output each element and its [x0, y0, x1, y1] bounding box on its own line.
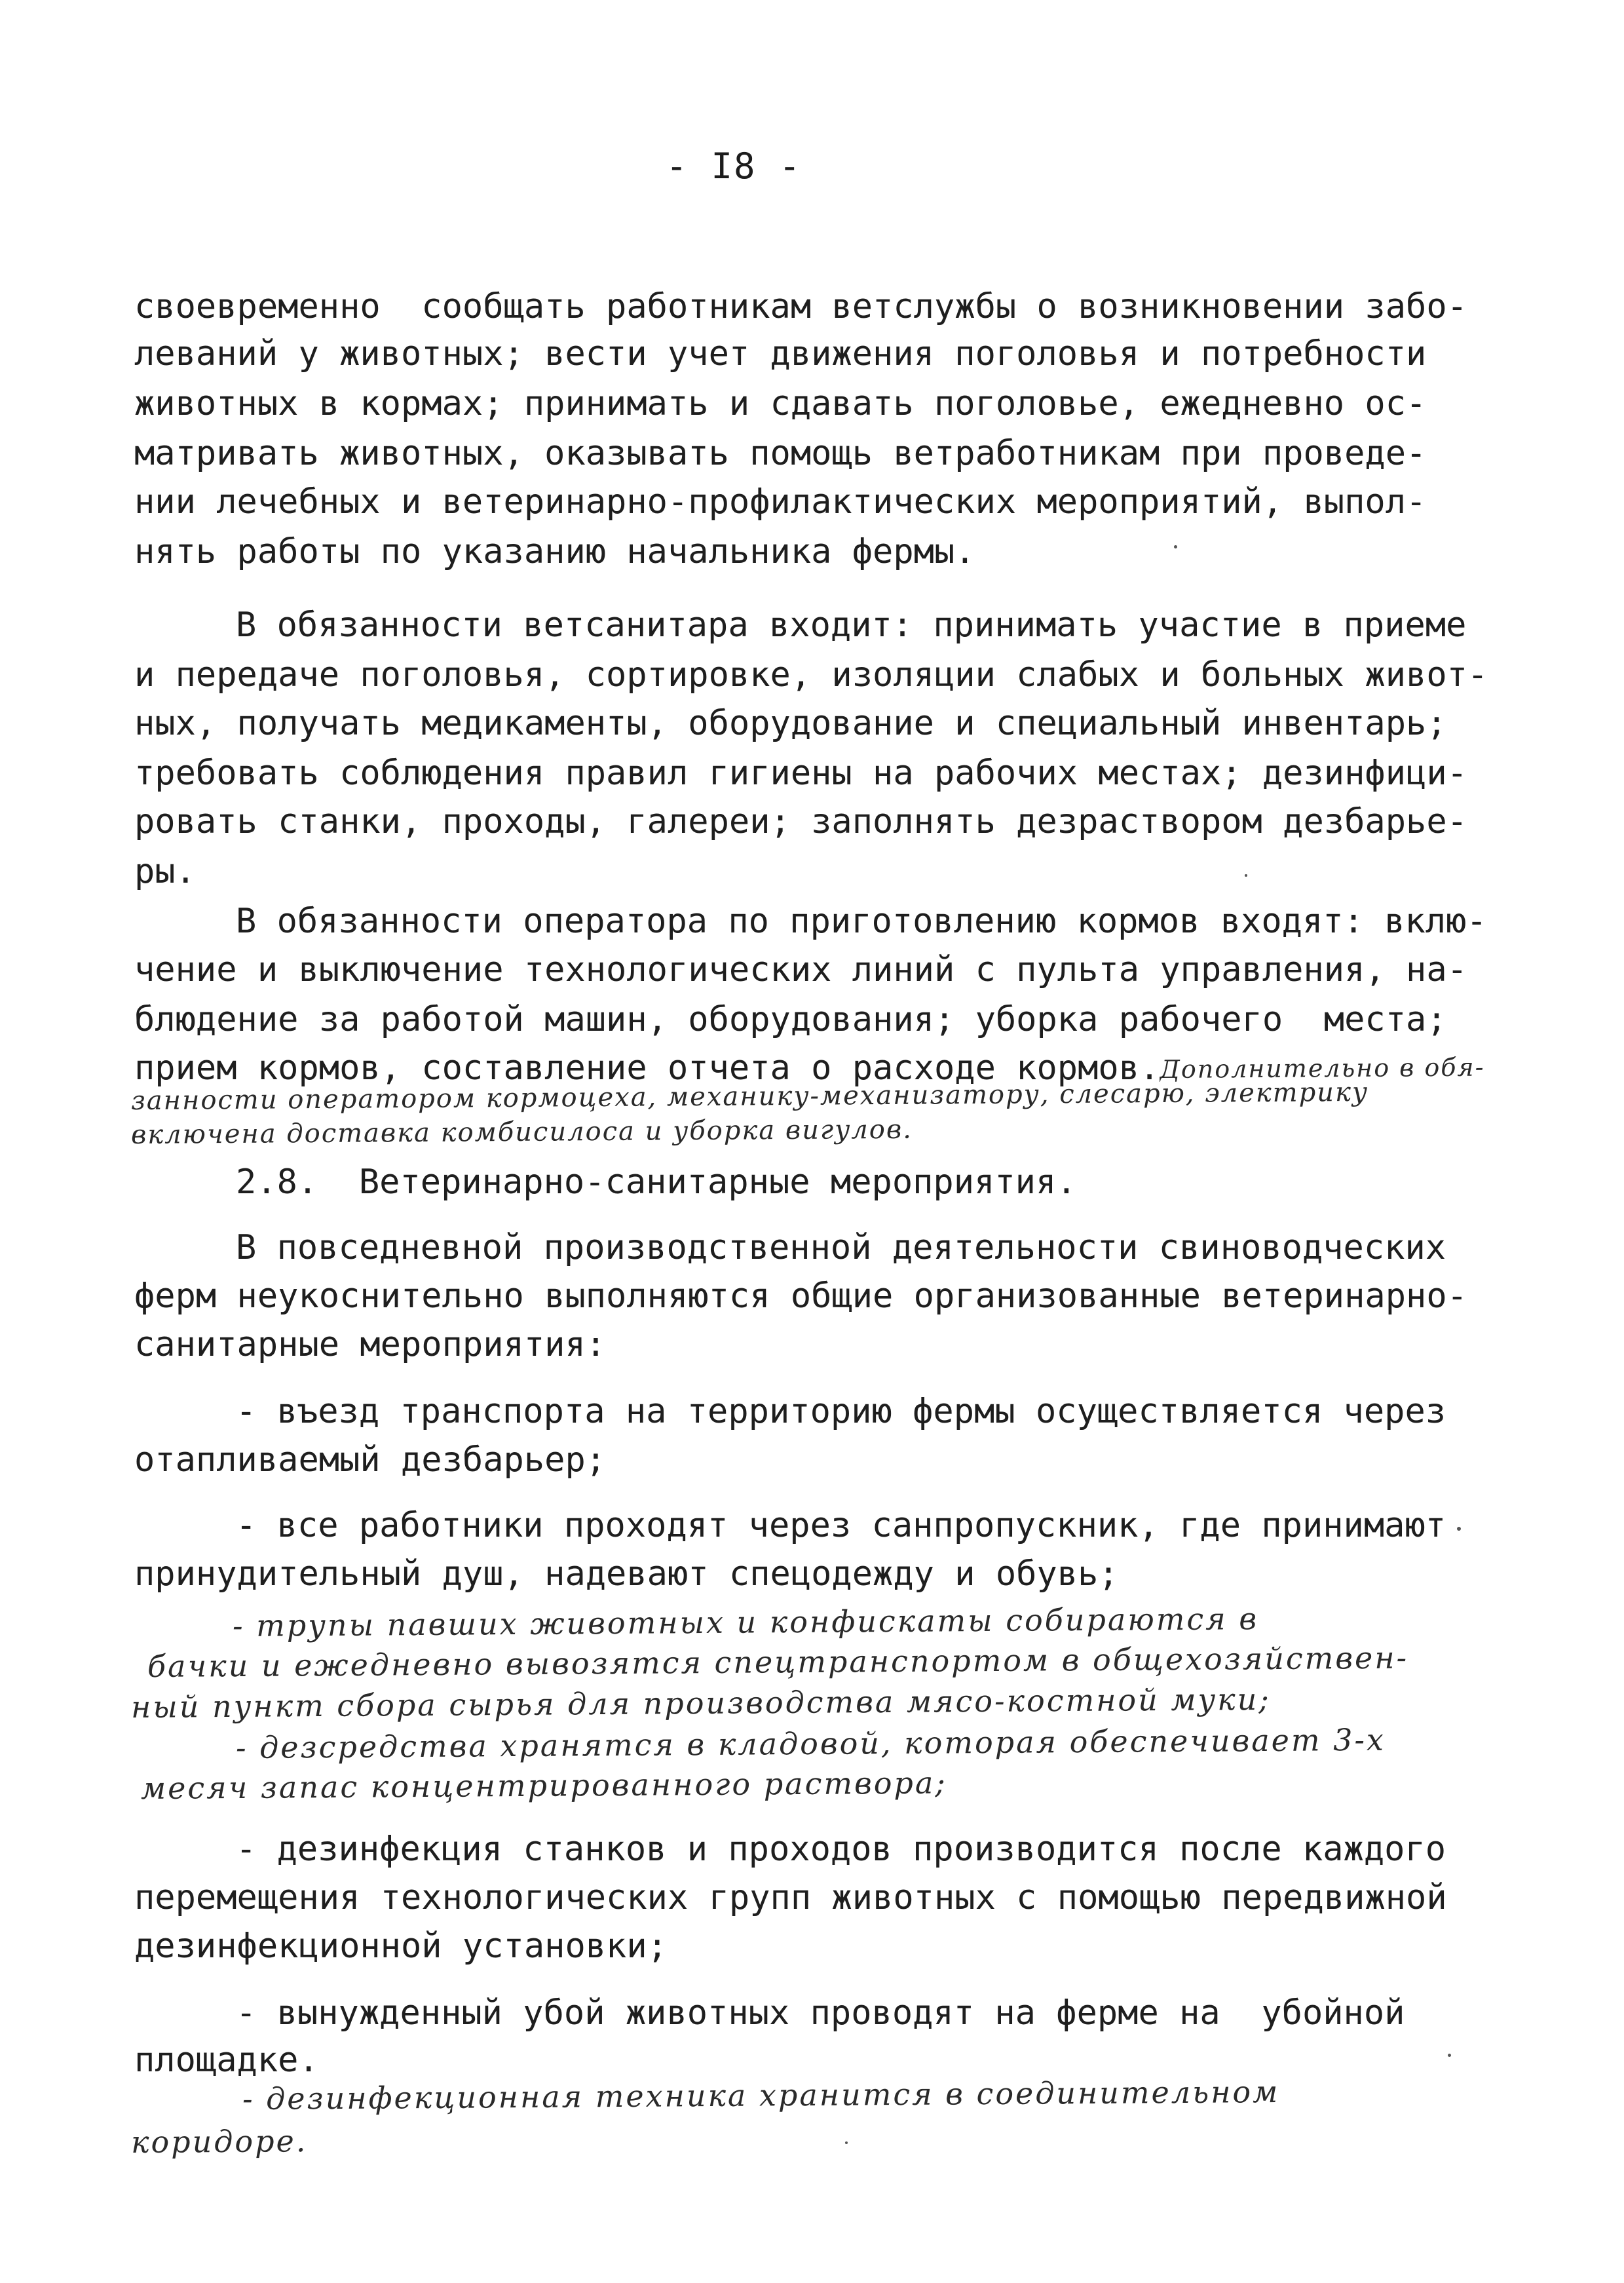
text-line: В повседневной производственной деятельности свиноводческих — [236, 1228, 1446, 1267]
text-line: своевременно сообщать работникам ветслужбы о возникновении забо- — [134, 287, 1467, 326]
text-line: прием кормов, составление отчета о расходе кормов. — [134, 1048, 1160, 1088]
section-heading: 2.8. Ветеринарно-санитарные мероприятия. — [236, 1162, 1077, 1202]
list-item: - все работники проходят через санпропускник, где принимают — [236, 1506, 1446, 1545]
scan-speck — [1174, 545, 1177, 548]
handwritten-note: Дополнительно в обя- — [1159, 1052, 1485, 1084]
text-line: ры. — [134, 852, 196, 891]
text-line: ферм неукоснительно выполняются общие организованные ветеринарно- — [134, 1276, 1467, 1316]
list-item: отапливаемый дезбарьер; — [134, 1440, 607, 1480]
text-line: требовать соблюдения правил гигиены на рабочих местах; дезинфици- — [134, 754, 1467, 793]
scan-speck — [1448, 2054, 1451, 2057]
handwritten-note: - дезинфекционная техника хранится в соединительном — [242, 2073, 1280, 2117]
list-item: принудительный душ, надевают спецодежду и обувь; — [134, 1554, 1119, 1594]
text-line: животных в кормах; принимать и сдавать поголовье, ежедневно ос- — [134, 384, 1427, 423]
handwritten-note: бачки и ежедневно вывозятся спецтранспортом в общехозяйствен- — [147, 1640, 1409, 1684]
handwritten-note: месяч запас концентрированного раствора; — [140, 1765, 947, 1806]
scan-speck — [1457, 1527, 1461, 1531]
text-line: санитарные мероприятия: — [134, 1325, 607, 1364]
list-item: перемещения технологических групп животных с помощью передвижной — [134, 1878, 1447, 1917]
list-item: - вынужденный убой животных проводят на ферме на убойной — [236, 1993, 1405, 2033]
list-item: площадке. — [134, 2041, 319, 2080]
page-number: - I8 - — [666, 145, 802, 187]
scan-speck — [1245, 874, 1247, 877]
text-line: В обязанности ветсанитара входит: принимать участие в приеме — [236, 605, 1467, 645]
scan-speck — [845, 2141, 848, 2144]
handwritten-note: - трупы павших животных и конфискаты собираются в — [232, 1601, 1259, 1643]
text-line: нии лечебных и ветеринарно-профилактических мероприятий, выпол- — [134, 482, 1427, 522]
text-line: чение и выключение технологических линий с пульта управления, на- — [134, 950, 1467, 989]
text-line: леваний у животных; вести учет движения поголовья и потребности — [134, 334, 1427, 374]
list-item: - дезинфекция станков и проходов производится после каждого — [236, 1830, 1446, 1869]
text-line: нять работы по указанию начальника фермы. — [134, 532, 975, 571]
handwritten-note: занности оператором кормоцеха, механику-механизатору, слесарю, электрику — [130, 1077, 1369, 1116]
text-line: и передаче поголовья, сортировке, изоляции слабых и больных живот- — [134, 655, 1488, 695]
text-line: ных, получать медикаменты, оборудование и специальный инвентарь; — [134, 704, 1447, 743]
handwritten-note: - дезсредства хранятся в кладовой, которая обеспечивает 3-х — [235, 1721, 1386, 1765]
list-item: дезинфекционной установки; — [134, 1927, 668, 1966]
text-line: блюдение за работой машин, оборудования; уборка рабочего места; — [134, 1000, 1447, 1039]
handwritten-note: коридоре. — [130, 2123, 308, 2160]
handwritten-note: включена доставка комбисилоса и уборка вигулов. — [130, 1114, 913, 1150]
text-line: ровать станки, проходы, галереи; заполнять дезраствором дезбарье- — [134, 802, 1467, 841]
list-item: - въезд транспорта на территорию фермы осуществляется через — [236, 1392, 1446, 1431]
handwritten-note: ный пункт сбора сырья для производства мясо-костной муки; — [130, 1681, 1271, 1725]
text-line: матривать животных, оказывать помощь ветработникам при проведе- — [134, 434, 1427, 473]
text-line: В обязанности оператора по приготовлению кормов входят: вклю- — [236, 902, 1487, 941]
